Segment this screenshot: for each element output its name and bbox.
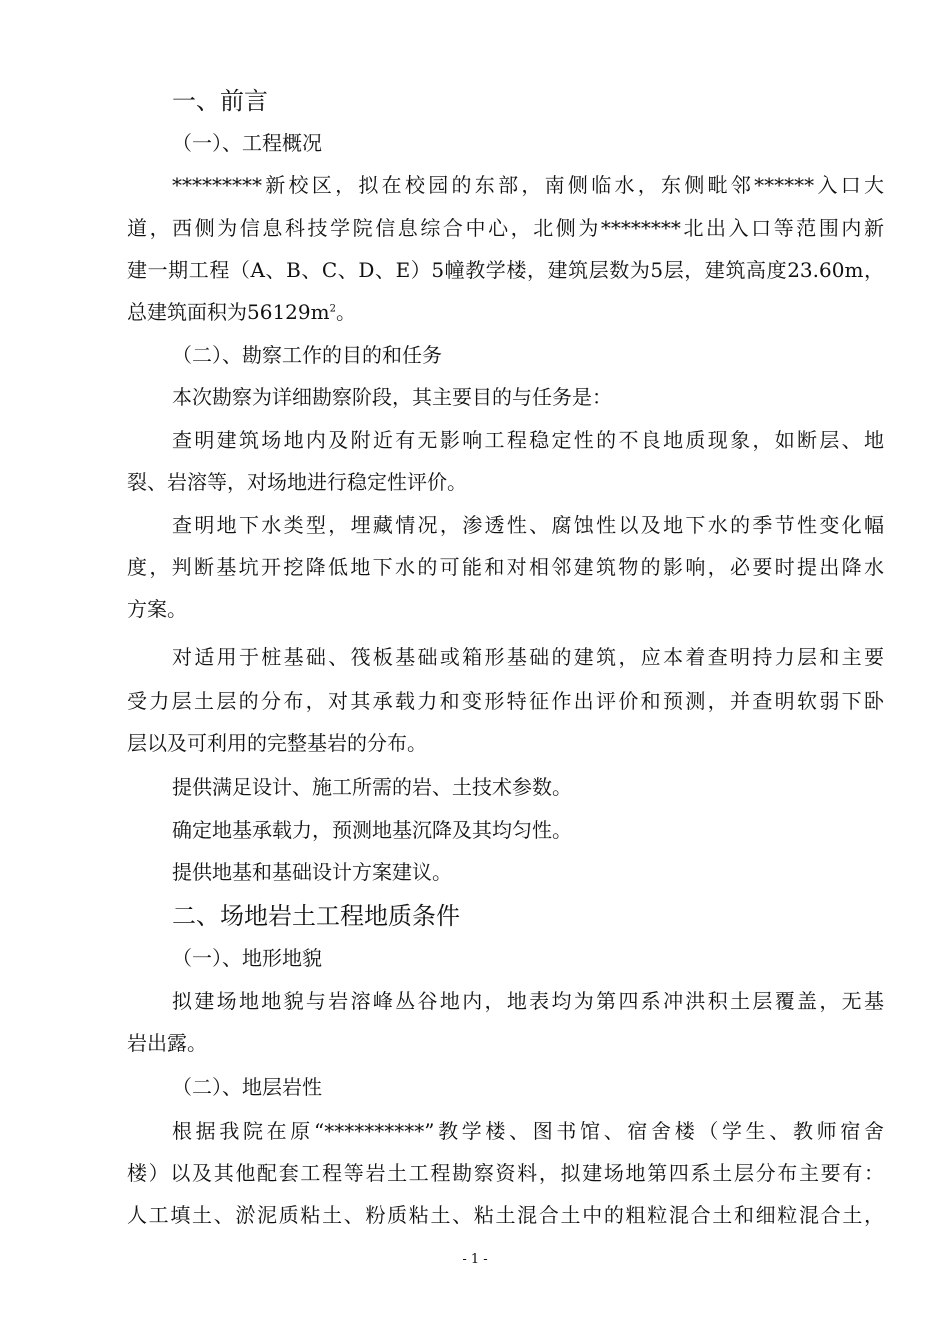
- para1-line2: 道，西侧为信息科技学院信息综合中心，北侧为********北出入口等范围内新: [127, 216, 884, 240]
- task5-line1: 确定地基承载力，预测地基沉降及其均匀性。: [172, 818, 572, 842]
- area-text-end: 。: [335, 300, 356, 324]
- section2-heading: 二、场地岩土工程地质条件: [172, 902, 460, 930]
- task3-line1: 对适用于桩基础、筏板基础或箱形基础的建筑，应本着查明持力层和主要: [172, 645, 884, 669]
- task1-line2: 裂、岩溶等，对场地进行稳定性评价。: [127, 470, 467, 494]
- task2-line2: 度，判断基坑开挖降低地下水的可能和对相邻建筑物的影响，必要时提出降水: [127, 555, 884, 579]
- para1-line1: *********新校区，拟在校园的东部，南侧临水，东侧毗邻******入口大: [172, 173, 884, 197]
- para1-line3: 建一期工程（A、B、C、D、E）5幢教学楼，建筑层数为5层，建筑高度23.60m，: [127, 258, 884, 282]
- para1-line4: [127, 300, 356, 324]
- section1-sub2-heading: （二）、勘察工作的目的和任务: [172, 343, 442, 367]
- page-number: - 1 -: [462, 1252, 488, 1267]
- section1-sub1-heading: （一）、工程概况: [172, 131, 322, 155]
- section2-sub2-heading: （二）、地层岩性: [172, 1075, 322, 1099]
- section2-sub1-heading: （一）、地形地貌: [172, 946, 322, 970]
- task1-line1: 查明建筑场地内及附近有无影响工程稳定性的不良地质现象，如断层、地: [172, 428, 884, 452]
- task6-line1: 提供地基和基础设计方案建议。: [172, 860, 452, 884]
- strata-line2: 楼）以及其他配套工程等岩土工程勘察资料，拟建场地第四系土层分布主要有：: [127, 1161, 884, 1185]
- terrain-line2: 岩出露。: [127, 1031, 207, 1055]
- strata-line1: 根据我院在原“**********”教学楼、图书馆、宿舍楼（学生、教师宿舍: [172, 1119, 884, 1143]
- terrain-line1: 拟建场地地貌与岩溶峰丛谷地内，地表均为第四系冲洪积土层覆盖，无基: [172, 989, 884, 1013]
- task2-line1: 查明地下水类型，埋藏情况，渗透性、腐蚀性以及地下水的季节性变化幅: [172, 513, 884, 537]
- strata-line3: 人工填土、淤泥质粘土、粉质粘土、粘土混合土中的粗粒混合土和细粒混合土，: [127, 1203, 884, 1227]
- task4-line1: 提供满足设计、施工所需的岩、土技术参数。: [172, 775, 572, 799]
- task3-line3: 层以及可利用的完整基岩的分布。: [127, 731, 427, 755]
- area-unit-superscript: 2: [329, 303, 336, 315]
- task2-line3: 方案。: [127, 597, 187, 621]
- task3-line2: 受力层土层的分布，对其承载力和变形特征作出评价和预测，并查明软弱下卧: [127, 689, 884, 713]
- area-text: 总建筑面积为56129m: [127, 300, 330, 324]
- task-intro: 本次勘察为详细勘察阶段，其主要目的与任务是：: [172, 385, 612, 409]
- section1-heading: 一、前言: [172, 87, 268, 115]
